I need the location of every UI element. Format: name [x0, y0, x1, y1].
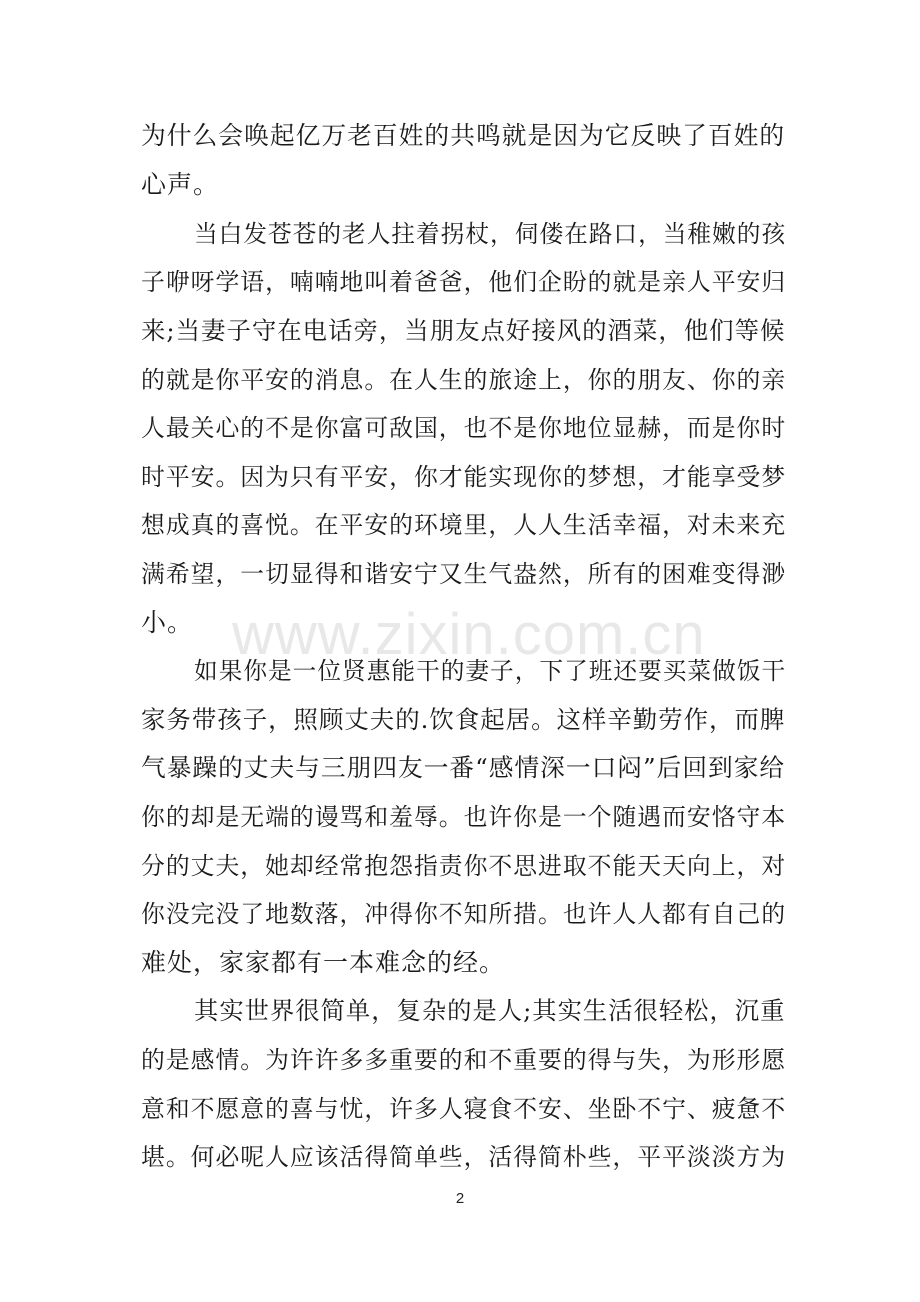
text-line: 气暴躁的丈夫与三朋四友一番“感情深一口闷”后回到家给	[141, 753, 786, 782]
page-number: 2	[455, 1190, 465, 1207]
text-line: 你没完没了地数落，冲得你不知所措。也许人人都有自己的	[141, 900, 787, 928]
text-line: 如果你是一位贤惠能干的妻子，下了班还要买菜做饭干	[194, 657, 787, 685]
text-line: 其实世界很简单，复杂的是人;其实生活很轻松，沉重	[194, 996, 786, 1025]
text-line: 满希望，一切显得和谐安宁又生气盎然，所有的困难变得渺	[141, 560, 787, 588]
text-line: 来;当妻子守在电话旁，当朋友点好接风的酒菜，他们等候	[141, 316, 786, 345]
text-line: 当白发苍苍的老人拄着拐杖，伺偻在路口，当稚嫩的孩	[194, 220, 787, 248]
text-line: 为什么会唤起亿万老百姓的共鸣就是因为它反映了百姓的	[141, 121, 786, 150]
text-line: 小。	[141, 608, 194, 637]
text-line: 的就是你平安的消息。在人生的旅途上，你的朋友、你的亲	[141, 366, 787, 394]
text-line: 家务带孩子，照顾丈夫的.饮食起居。这样辛勤劳作，而脾	[141, 705, 786, 734]
text-line: 难处，家家都有一本难念的经。	[141, 948, 506, 977]
text-line: 子咿呀学语，喃喃地叫着爸爸，他们企盼的就是亲人平安归	[141, 268, 787, 296]
text-line: 分的丈夫，她却经常抱怨指责你不思进取不能天天向上，对	[141, 852, 787, 880]
text-line: 想成真的喜悦。在平安的环境里，人人生活幸福，对未来充	[141, 511, 787, 539]
text-line: 人最关心的不是你富可敌国，也不是你地位显赫，而是你时	[141, 414, 787, 442]
watermark: www.zixin.com.cn	[232, 602, 706, 667]
text-line: 你的却是无端的谩骂和羞辱。也许你是一个随遇而安恪守本	[141, 803, 787, 831]
text-line: 时平安。因为只有平安，你才能实现你的梦想，才能享受梦	[141, 463, 787, 491]
text-line: 的是感情。为许许多多重要的和不重要的得与失，为形形愿	[141, 1046, 787, 1074]
text-line: 意和不愿意的喜与忧，许多人寝食不安、坐卧不宁、疲惫不	[141, 1095, 787, 1123]
text-line: 堪。何必呢人应该活得简单些，活得简朴些，平平淡淡方为	[141, 1143, 787, 1171]
text-line: 心声。	[141, 170, 220, 199]
